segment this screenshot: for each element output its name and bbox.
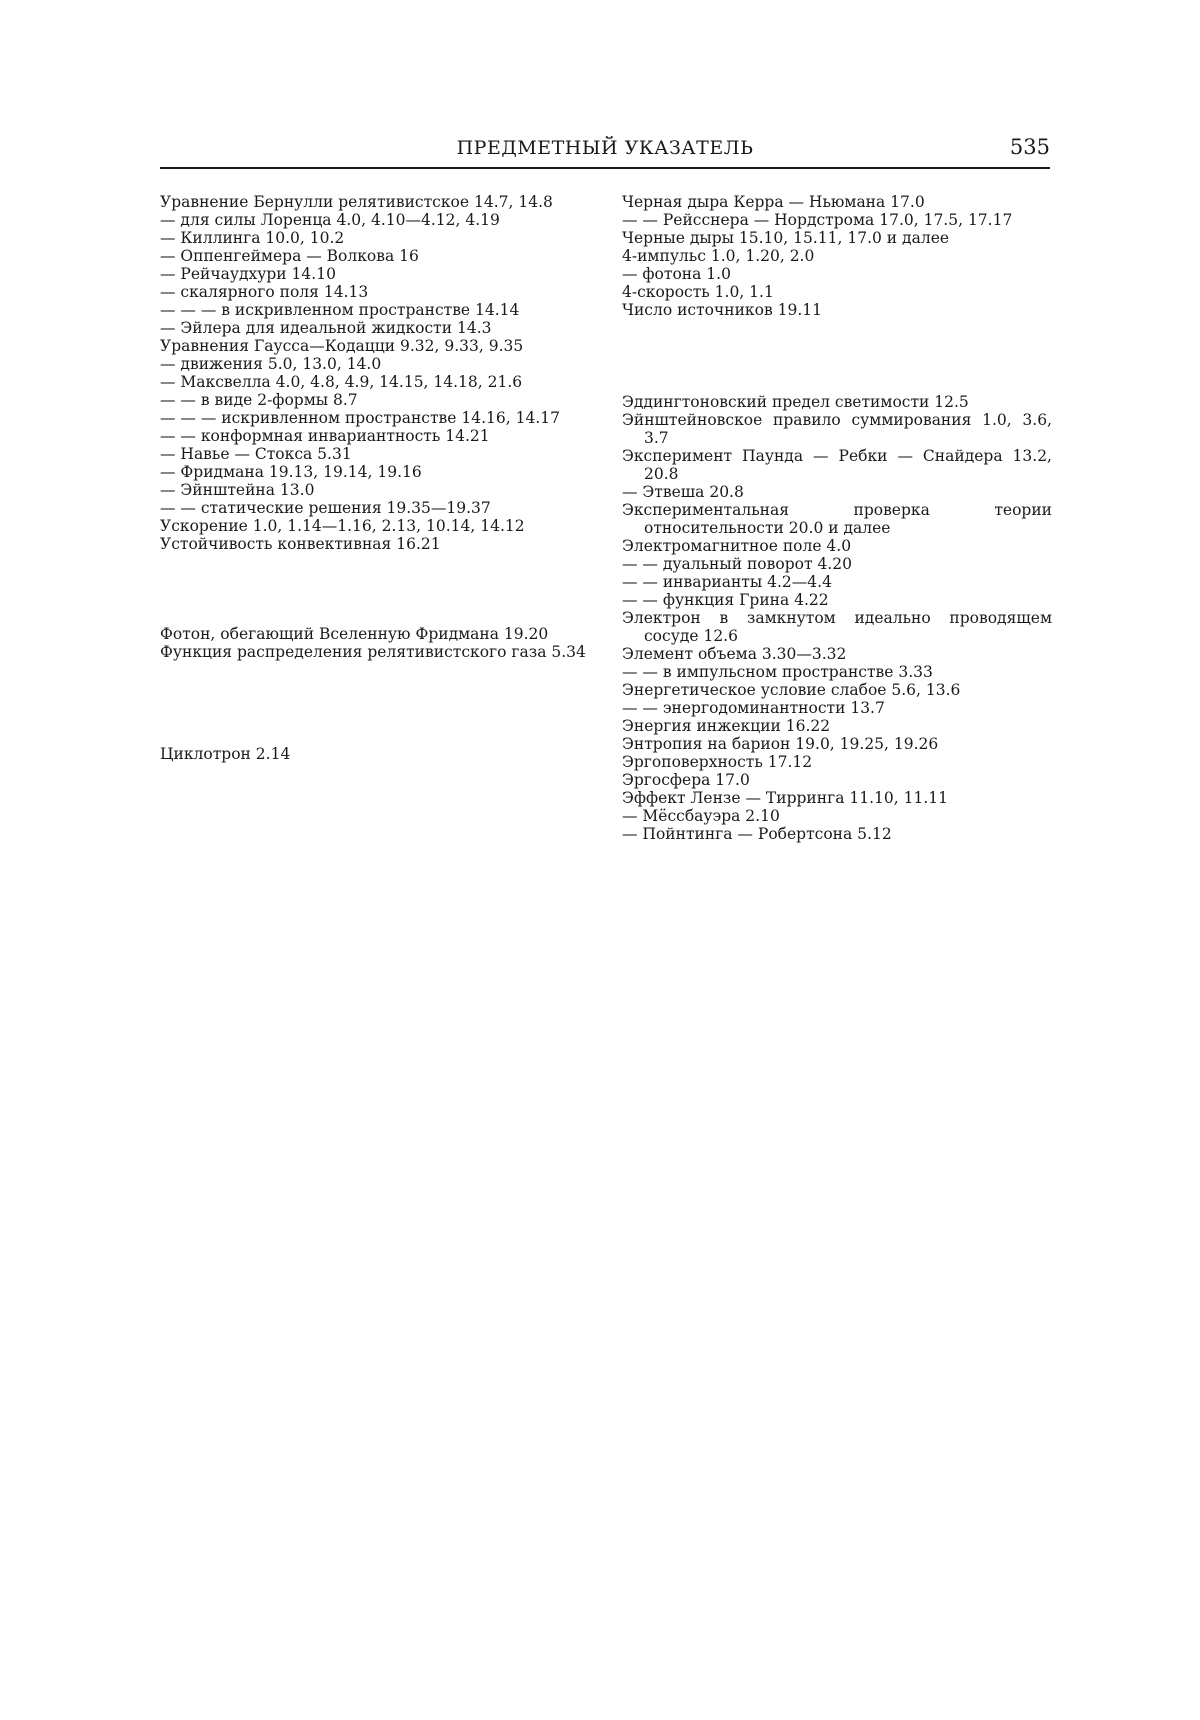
left-column xyxy=(160,193,598,763)
index-entry: — — Рейсснера — Нордстрома 17.0, 17.5, 17.17 xyxy=(622,211,1013,229)
index-group-u xyxy=(160,193,598,553)
page-header xyxy=(160,137,1050,171)
index-entry: Экспериментальная проверка теории относительности 20.0 и далее xyxy=(622,501,1052,537)
index-entry: — — в виде 2-формы 8.7 xyxy=(160,391,358,409)
index-entry: — движения 5.0, 13.0, 14.0 xyxy=(160,355,382,373)
index-entry: Фотон, обегающий Вселенную Фридмана 19.20 xyxy=(160,625,549,643)
index-group-ch xyxy=(622,193,1052,319)
index-entry: — — дуальный поворот 4.20 xyxy=(622,555,852,573)
index-entry: — — в импульсном пространстве 3.33 xyxy=(622,663,933,681)
index-entry: Ускорение 1.0, 1.14—1.16, 2.13, 10.14, 14.12 xyxy=(160,517,525,535)
index-entry: — Оппенгеймера — Волкова 16 xyxy=(160,247,419,265)
index-entry: — — конформная инвариантность 14.21 xyxy=(160,427,490,445)
index-entry: — Фридмана 19.13, 19.14, 19.16 xyxy=(160,463,422,481)
index-entry: — Максвелла 4.0, 4.8, 4.9, 14.15, 14.18, 21.6 xyxy=(160,373,523,391)
index-entry: — Мёссбауэра 2.10 xyxy=(622,807,780,825)
page-number: 535 xyxy=(1009,135,1050,159)
index-entry: — Киллинга 10.0, 10.2 xyxy=(160,229,345,247)
index-group-ts xyxy=(160,745,598,763)
index-entry: Энергетическое условие слабое 5.6, 13.6 xyxy=(622,681,961,699)
section-gap xyxy=(160,661,598,745)
index-entry: Циклотрон 2.14 xyxy=(160,745,291,763)
index-entry: — — инварианты 4.2—4.4 xyxy=(622,573,832,591)
section-gap xyxy=(160,553,598,625)
index-entry: Черные дыры 15.10, 15.11, 17.0 и далее xyxy=(622,229,950,247)
index-entry: 4-скорость 1.0, 1.1 xyxy=(622,283,774,301)
index-group-f xyxy=(160,625,598,661)
page-title: ПРЕДМЕТНЫЙ УКАЗАТЕЛЬ xyxy=(456,137,754,159)
index-entry: Функция распределения релятивистского газа 5.34 xyxy=(160,643,586,661)
index-entry: Эйнштейновское правило суммирования 1.0, 3.6, 3.7 xyxy=(622,411,1052,447)
index-entry: Эргоповерхность 17.12 xyxy=(622,753,813,771)
index-entry: Эддингтоновский предел светимости 12.5 xyxy=(622,393,969,411)
index-entry: — — статические решения 19.35—19.37 xyxy=(160,499,491,517)
index-entry: Уравнение Бернулли релятивистское 14.7, 14.8 xyxy=(160,193,553,211)
index-entry: Уравнения Гаусса—Кодацци 9.32, 9.33, 9.35 xyxy=(160,337,524,355)
index-entry: — — функция Грина 4.22 xyxy=(622,591,829,609)
index-entry: — Эйлера для идеальной жидкости 14.3 xyxy=(160,319,492,337)
index-entry: Энтропия на барион 19.0, 19.25, 19.26 xyxy=(622,735,939,753)
index-entry: Электрон в замкнутом идеально проводящем сосуде 12.6 xyxy=(622,609,1052,645)
index-entry: — Рейчаудхури 14.10 xyxy=(160,265,336,283)
index-entry: — Этвеша 20.8 xyxy=(622,483,744,501)
index-entry: Эксперимент Паунда — Ребки — Снайдера 13.2, 20.8 xyxy=(622,447,1052,483)
index-entry: Эффект Лензе — Тирринга 11.10, 11.11 xyxy=(622,789,948,807)
index-entry: Энергия инжекции 16.22 xyxy=(622,717,831,735)
section-gap xyxy=(622,319,1052,393)
index-entry: — фотона 1.0 xyxy=(622,265,731,283)
index-entry: Эргосфера 17.0 xyxy=(622,771,750,789)
index-entry: Устойчивость конвективная 16.21 xyxy=(160,535,441,553)
right-column xyxy=(622,193,1052,843)
index-entry: Черная дыра Керра — Ньюмана 17.0 xyxy=(622,193,925,211)
index-group-e xyxy=(622,393,1052,843)
index-entry: — — — в искривленном пространстве 14.14 xyxy=(160,301,520,319)
header-divider xyxy=(160,167,1050,169)
index-entry: — для силы Лоренца 4.0, 4.10—4.12, 4.19 xyxy=(160,211,500,229)
index-entry: — Навье — Стокса 5.31 xyxy=(160,445,352,463)
index-entry: — Эйнштейна 13.0 xyxy=(160,481,315,499)
index-entry: Элемент объема 3.30—3.32 xyxy=(622,645,847,663)
index-entry: — — — искривленном пространстве 14.16, 14.17 xyxy=(160,409,560,427)
index-entry: — Пойнтинга — Робертсона 5.12 xyxy=(622,825,892,843)
index-entry: Число источников 19.11 xyxy=(622,301,822,319)
index-entry: — — энергодоминантности 13.7 xyxy=(622,699,885,717)
index-entry: — скалярного поля 14.13 xyxy=(160,283,369,301)
index-entry: Электромагнитное поле 4.0 xyxy=(622,537,852,555)
index-entry: 4-импульс 1.0, 1.20, 2.0 xyxy=(622,247,815,265)
